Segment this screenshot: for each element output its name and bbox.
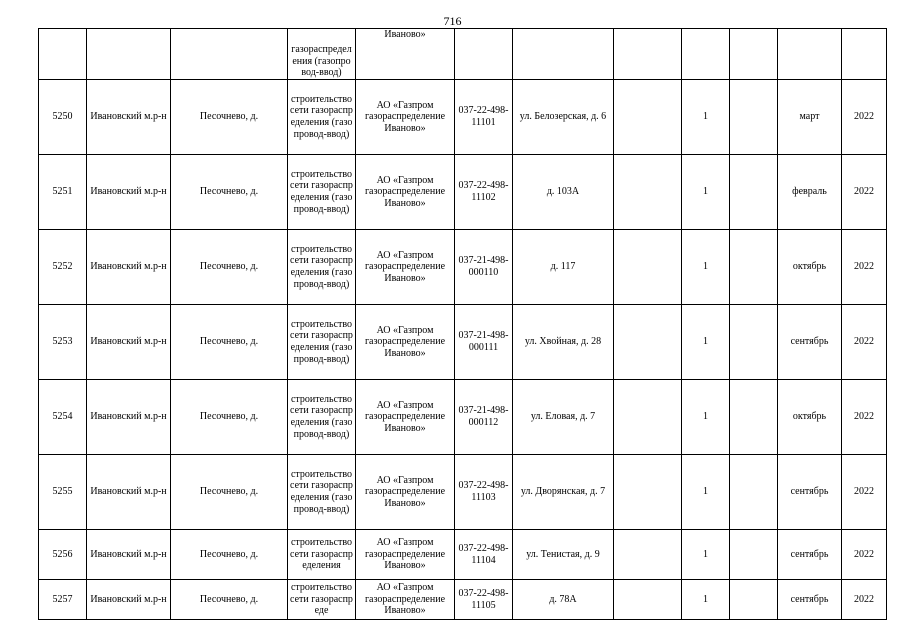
address-cell: ул. Белозерская, д. 6 (513, 80, 614, 155)
organization-cell: АО «Газпром газораспределение Иваново» (356, 155, 455, 230)
work-type-cell: строительство сети газораспределения (газопровод-ввод) (288, 80, 356, 155)
quantity-cell: 1 (682, 580, 730, 620)
registry-table (38, 28, 887, 620)
table-row-continued (39, 29, 887, 80)
empty-cell (614, 455, 682, 530)
empty-cell (614, 80, 682, 155)
address-cell: ул. Еловая, д. 7 (513, 380, 614, 455)
quantity-cell: 1 (682, 305, 730, 380)
organization-cell: АО «Газпром газораспределение Иваново» (356, 580, 455, 620)
district-cell: Ивановский м.р-н (87, 230, 171, 305)
empty-cell (614, 380, 682, 455)
work-type-cell: строительство сети газораспределения (газопровод-ввод) (288, 230, 356, 305)
locality-cell: Песочнево, д. (171, 305, 288, 380)
table-row (39, 305, 887, 380)
empty-cell (730, 230, 778, 305)
district-cell: Ивановский м.р-н (87, 580, 171, 620)
object-code-cell: 037-22-498-11104 (455, 530, 513, 580)
quantity-cell: 1 (682, 80, 730, 155)
month-cell: сентябрь (778, 580, 842, 620)
organization-cell: АО «Газпром газораспределение Иваново» (356, 80, 455, 155)
address-cell: д. 103А (513, 155, 614, 230)
month-cell: сентябрь (778, 305, 842, 380)
year-cell: 2022 (842, 230, 887, 305)
table-row (39, 530, 887, 580)
row-number-cell: 5251 (39, 155, 87, 230)
table-row (39, 380, 887, 455)
month-cell: февраль (778, 155, 842, 230)
table-row (39, 580, 887, 620)
row-number-cell: 5254 (39, 380, 87, 455)
year-cell: 2022 (842, 530, 887, 580)
empty-cell (730, 305, 778, 380)
empty-cell (730, 580, 778, 620)
organization-cell: АО «Газпром газораспределение Иваново» (356, 530, 455, 580)
table-row (39, 230, 887, 305)
empty-cell (730, 155, 778, 230)
district-cell: Ивановский м.р-н (87, 530, 171, 580)
object-code-cell: 037-21-498-000110 (455, 230, 513, 305)
work-type-cell: строительство сети газораспределения (288, 530, 356, 580)
page-number: 716 (443, 14, 462, 28)
quantity-cell: 1 (682, 455, 730, 530)
year-cell: 2022 (842, 580, 887, 620)
district-cell: Ивановский м.р-н (87, 380, 171, 455)
address-cell: д. 117 (513, 230, 614, 305)
row-number-cell: 5256 (39, 530, 87, 580)
month-cell: октябрь (778, 230, 842, 305)
empty-cell (730, 80, 778, 155)
work-type-cell: строительство сети газораспределения (газопровод-ввод) (288, 380, 356, 455)
row-number-cell: 5252 (39, 230, 87, 305)
locality-cell: Песочнево, д. (171, 530, 288, 580)
object-code-cell: 037-22-498-11105 (455, 580, 513, 620)
month-cell: сентябрь (778, 530, 842, 580)
locality-cell: Песочнево, д. (171, 155, 288, 230)
locality-cell: Песочнево, д. (171, 580, 288, 620)
object-code-cell: 037-21-498-000111 (455, 305, 513, 380)
table-row (39, 80, 887, 155)
organization-cell: Иваново» (356, 29, 455, 80)
object-code-cell: 037-22-498-11102 (455, 155, 513, 230)
row-number-cell: 5255 (39, 455, 87, 530)
organization-cell: АО «Газпром газораспределение Иваново» (356, 230, 455, 305)
district-cell: Ивановский м.р-н (87, 455, 171, 530)
district-cell: Ивановский м.р-н (87, 80, 171, 155)
locality-cell: Песочнево, д. (171, 230, 288, 305)
address-cell: ул. Тенистая, д. 9 (513, 530, 614, 580)
organization-cell: АО «Газпром газораспределение Иваново» (356, 305, 455, 380)
district-cell: Ивановский м.р-н (87, 305, 171, 380)
address-cell: ул. Хвойная, д. 28 (513, 305, 614, 380)
locality-cell: Песочнево, д. (171, 455, 288, 530)
table-row (39, 155, 887, 230)
table-row (39, 455, 887, 530)
empty-cell (614, 580, 682, 620)
locality-cell: Песочнево, д. (171, 80, 288, 155)
district-cell: Ивановский м.р-н (87, 155, 171, 230)
address-cell: д. 78А (513, 580, 614, 620)
work-type-cell: строительство сети газораспределения (газопровод-ввод) (288, 155, 356, 230)
work-type-cell: газораспределения (газопровод-ввод) (288, 29, 356, 80)
work-type-cell: строительство сети газораспределения (газопровод-ввод) (288, 305, 356, 380)
quantity-cell: 1 (682, 530, 730, 580)
year-cell: 2022 (842, 80, 887, 155)
year-cell: 2022 (842, 305, 887, 380)
year-cell: 2022 (842, 380, 887, 455)
address-cell: ул. Дворянская, д. 7 (513, 455, 614, 530)
empty-cell (730, 530, 778, 580)
empty-cell (730, 380, 778, 455)
work-type-cell: строительство сети газораспределения (газопровод-ввод) (288, 455, 356, 530)
month-cell: март (778, 80, 842, 155)
empty-cell (614, 305, 682, 380)
organization-cell: АО «Газпром газораспределение Иваново» (356, 455, 455, 530)
row-number-cell: 5257 (39, 580, 87, 620)
year-cell: 2022 (842, 155, 887, 230)
month-cell: октябрь (778, 380, 842, 455)
registry-body (39, 29, 887, 620)
object-code-cell: 037-22-498-11103 (455, 455, 513, 530)
year-cell: 2022 (842, 455, 887, 530)
row-number-cell: 5250 (39, 80, 87, 155)
object-code-cell: 037-21-498-000112 (455, 380, 513, 455)
quantity-cell: 1 (682, 155, 730, 230)
quantity-cell: 1 (682, 230, 730, 305)
month-cell: сентябрь (778, 455, 842, 530)
quantity-cell: 1 (682, 380, 730, 455)
empty-cell (614, 155, 682, 230)
work-type-cell: строительство сети газораспреде (288, 580, 356, 620)
empty-cell (614, 230, 682, 305)
empty-cell (614, 530, 682, 580)
row-number-cell: 5253 (39, 305, 87, 380)
organization-cell: АО «Газпром газораспределение Иваново» (356, 380, 455, 455)
empty-cell (730, 455, 778, 530)
locality-cell: Песочнево, д. (171, 380, 288, 455)
object-code-cell: 037-22-498-11101 (455, 80, 513, 155)
